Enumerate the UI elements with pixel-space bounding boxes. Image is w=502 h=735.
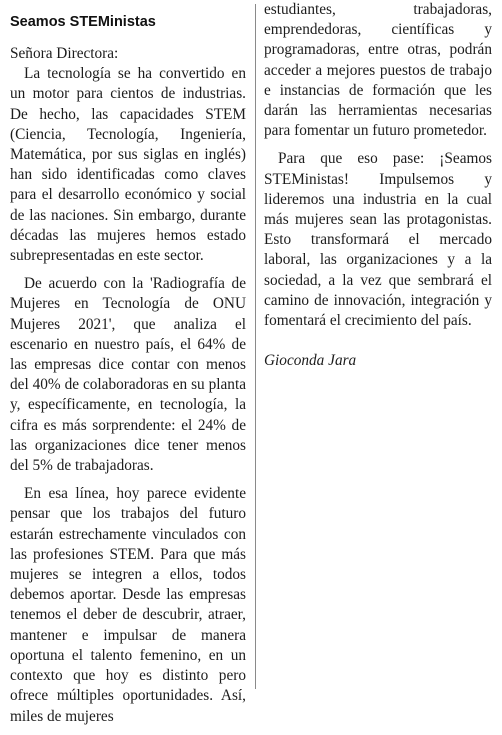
right-column bbox=[264, 0, 492, 371]
letter-salutation: Señora Directora: bbox=[10, 45, 119, 62]
letter-signature: Gioconda Jara bbox=[264, 352, 357, 370]
paragraph-2: De acuerdo con la 'Radiografía de Mujeres en Tecnología de ONU Mujeres 2021', que analiza el escenario en nuestro país, el 64% de las empresas dice contar con menos del 40% de colaboradoras en su planta y, específicamente, en tecnología, la cifra es más sorprendente: el 24% de las organizaciones dice tener menos del 5% de trabajadoras. bbox=[10, 275, 246, 475]
paragraph-1: La tecnología se ha convertido en un motor para cientos de industrias. De hecho, las capacidades STEM (Ciencia, Tecnología, Ingeniería, Matemática, por sus siglas en inglés) han sido identificadas como claves para el desarrollo económico y social de las naciones. Sin embargo, durante décadas las mujeres hemos estado subrepresentadas en este sector. bbox=[10, 65, 246, 265]
letter-headline: Seamos STEMinistas bbox=[10, 14, 156, 30]
paragraph-4: Para que eso pase: ¡Seamos STEMinistas! Impulsemos y lideremos una industria en la cual más mujeres sean las protagonistas. Esto transformará el mercado laboral, las organizaciones y a la sociedad, a la vez que sembrará el camino de innovación, integración y fomentará el crecimiento del país. bbox=[264, 150, 492, 330]
paragraph-3: En esa línea, hoy parece evidente pensar que los trabajos del futuro estarán estrechamente vinculados con las profesiones STEM. Para que más mujeres se integren a ellos, todos debemos aportar. Desde las empresas tenemos el deber de descubrir, atraer, mantener e impulsar de manera oportuna el talento femenino, en un contexto que hoy es distinto pero ofrece múltiples oportunidades. Así, miles de mujeres bbox=[10, 485, 246, 725]
paragraph-3-continued: estudiantes, trabajadoras, emprendedoras, científicas y programadoras, entre otras, podrán acceder a mejores puestos de trabajo e instancias de formación que les darán las herramientas necesarias para fomentar un futuro prometedor. bbox=[264, 1, 492, 140]
left-column bbox=[10, 0, 246, 735]
column-divider bbox=[255, 4, 256, 689]
